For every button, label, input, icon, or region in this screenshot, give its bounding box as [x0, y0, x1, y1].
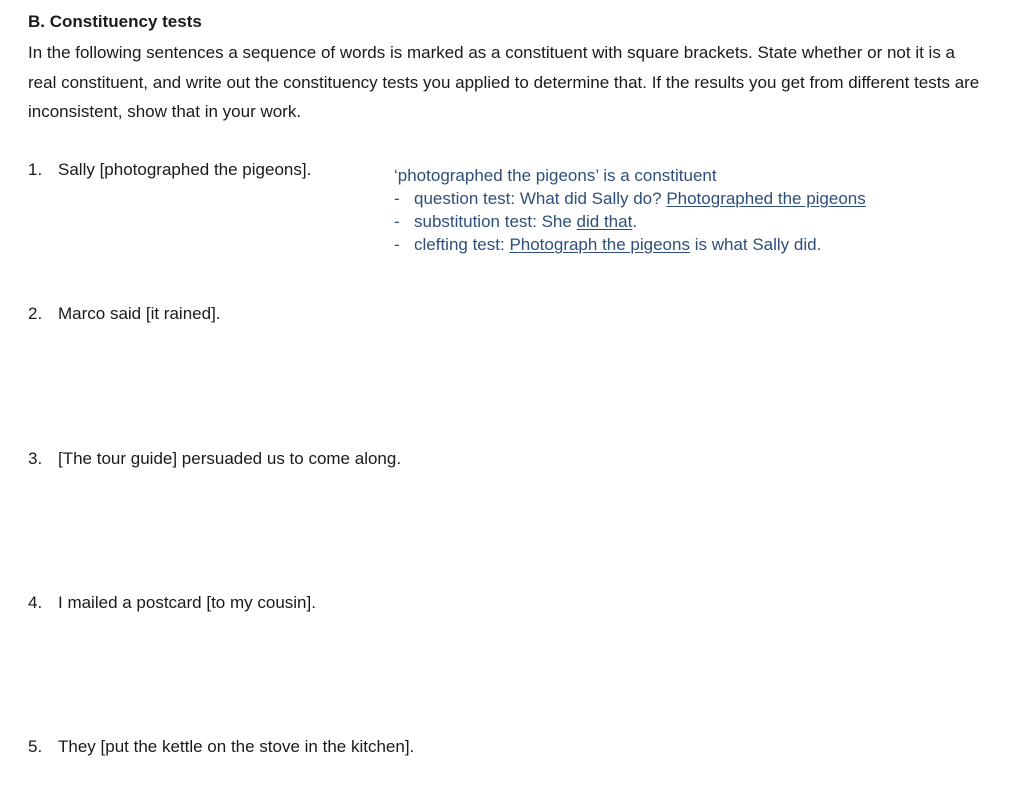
question-number: 5.	[28, 737, 43, 756]
question-2	[28, 303, 221, 325]
question-1	[28, 159, 311, 181]
clefting-test-suffix: is what Sally did.	[689, 235, 822, 254]
question-text: Sally [photographed the pigeons].	[58, 160, 312, 179]
question-number: 2.	[28, 304, 43, 323]
dash-bullet: -	[394, 235, 400, 254]
question-text: Marco said [it rained].	[58, 304, 221, 323]
substitution-test-row	[394, 210, 866, 233]
question-number: 1.	[28, 160, 43, 179]
dash-bullet: -	[394, 212, 400, 231]
substitution-test-suffix: .	[632, 212, 638, 231]
clefting-test-answer: Photograph the pigeons	[509, 235, 690, 254]
instructions-paragraph: In the following sentences a sequence of words is marked as a constituent with square brackets. State whether or not it is a real constituent, and write out the constituency tests you applied to determine that. If the results you get from different tests are inconsistent, show that in your work.	[28, 43, 980, 121]
question-number: 3.	[28, 449, 43, 468]
answer-1	[394, 164, 866, 256]
question-4	[28, 592, 316, 614]
question-test-row	[394, 187, 866, 210]
clefting-test-prefix: clefting test:	[414, 235, 510, 254]
substitution-test-answer: did that	[576, 212, 633, 231]
question-3	[28, 448, 401, 470]
question-text: They [put the kettle on the stove in the kitchen].	[58, 737, 415, 756]
question-text: I mailed a postcard [to my cousin].	[58, 593, 316, 612]
answer-verdict: ‘photographed the pigeons’ is a constituent	[394, 166, 717, 185]
substitution-test-prefix: substitution test: She	[414, 212, 577, 231]
dash-bullet: -	[394, 189, 400, 208]
question-test-prefix: question test: What did Sally do?	[414, 189, 667, 208]
question-text: [The tour guide] persuaded us to come along.	[58, 449, 402, 468]
question-number: 4.	[28, 593, 43, 612]
question-5	[28, 736, 414, 758]
clefting-test-row	[394, 233, 866, 256]
question-test-answer: Photographed the pigeons	[666, 189, 866, 208]
section-heading: B. Constituency tests	[28, 12, 202, 31]
